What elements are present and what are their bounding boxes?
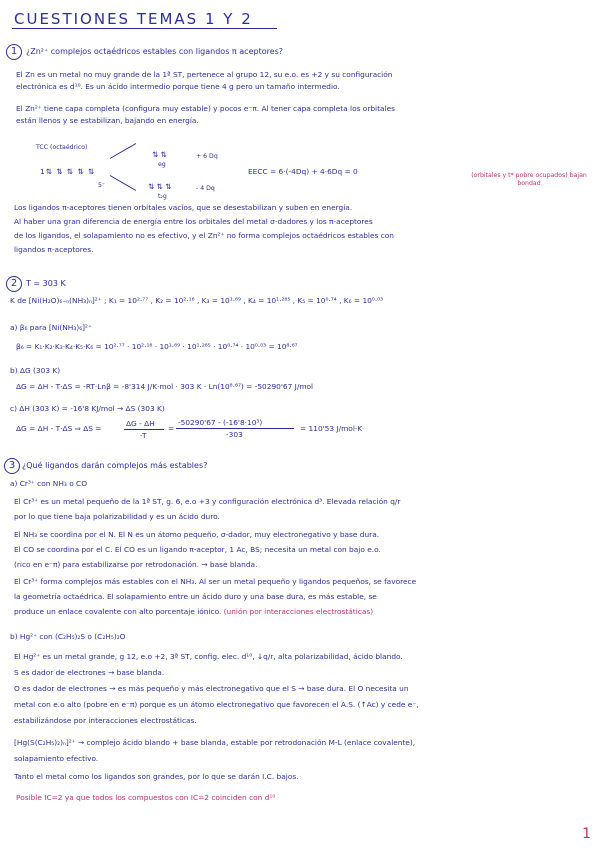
tcc-label: TCC (octaédrico) [36,144,88,151]
q3-b-line-3: O es dador de electrones → es más pequeño y más electronegativo que el S → base dura. El O necesita un [14,684,409,693]
plus-dq-label: + 6 Dq [196,153,218,160]
q3-a-line-8 [14,607,373,616]
q3-a-line-5: (rico en e⁻π) para estabilizarse por retrodonación. → base blanda. [14,560,258,569]
q3-a-line-8-text: produce un enlace covalente con alto porcentaje iónico. [14,607,222,616]
q1-after-3: de los ligandos, el solapamiento no es efectivo, y el Zn²⁺ no forma complejos octaédricos estables con [14,231,394,240]
q3-b-line-2: S es dador de electrones → base blanda. [14,668,165,677]
q2-c-label: c) ΔH (303 K) = -16'8 KJ/mol → ΔS (303 K) [10,404,165,413]
q1-after-2: Al haber una gran diferencia de energía entre los orbitales del metal σ-dadores y los π-aceptores [14,217,373,226]
minus-dq-label: - 4 Dq [196,185,215,192]
q3-a-line-2: por lo que tiene baja polarizabilidad y es un ácido duro. [14,512,220,521]
eecc-equation: EECC = 6·(-4Dq) + 4·6Dq = 0 [248,167,358,176]
q2-c-equation-left: ΔG = ΔH - T·ΔS ⇒ ΔS = [16,424,102,433]
q2-c-mid-num: -50290'67 - (-16'8·10³) [178,418,263,427]
q2-c-equals: = [168,424,175,433]
q2-a-equation: β₆ = K₁·K₂·K₃·K₄·K₅·K₆ = 10²·⁷⁷ · 10²·¹⁶ · 10¹·⁶⁹ · 10¹·²⁸⁵ · 10⁰·⁷⁴ · 10⁰·⁰³ = 10⁸·⁶⁷ [16,342,298,351]
d-orbitals-arrows: 1⇅ ⇅ ⇅ ⇅ ⇅ [40,167,96,176]
question-3-text: ¿Qué ligandos darán complejos más estables? [22,461,208,470]
t2g-label: t₂g [158,193,167,200]
eg-label: eg [158,161,166,168]
q3-a-line-1: El Cr³⁺ es un metal pequeño de la 1ª ST, g. 6, e.o +3 y configuración electrónica d³. Elevada relación q/r [14,497,401,506]
q3-a-line-7: la geometría octaédrica. El solapamiento entre un ácido duro y una base dura, es más estable, se [14,592,377,601]
q2-a-label: a) β₆ para [Ni(NH₃)₆]²⁺ [10,323,92,332]
question-2-number: 2 [6,276,22,292]
q3-b-line-8: Tanto el metal como los ligandos son grandes, por lo que se darán I.C. bajos. [14,772,299,781]
q3-a-line-6: El Cr³⁺ forma complejos más estables con el NH₃. Al ser un metal pequeño y ligandos pequeños, se favorece [14,577,417,586]
eg-arrows: ⇅ ⇅ [152,150,167,159]
q3-b-line-1: El Hg²⁺ es un metal grande, g 12, e.o +2, 3ª ST, config. elec. d¹⁰, ↓q/r, alta polarizabilidad, ácido blando. [14,652,403,661]
q1-after-1: Los ligandos π-aceptores tienen orbitales vacíos, que se desestabilizan y suben en energía. [14,203,353,212]
q3-a-label: a) Cr³⁺ con NH₃ o CO [10,479,88,488]
question-1-text: ¿Zn²⁺ complejos octaédricos estables con ligandos π aceptores? [26,47,284,56]
q2-c-fraction-num: ΔG - ΔH [126,419,155,428]
page-number: 1 [582,826,591,842]
page-title: CUESTIONES TEMAS 1 Y 2 [14,10,253,28]
q3-b-label: b) Hg²⁺ con (C₂H₅)₂S o (C₂H₅)₂O [10,632,126,641]
q1-line-3: El Zn²⁺ tiene capa completa (configura muy estable) y pocos e⁻π. Al tener capa completa los orbitales [16,104,395,113]
q3-a-line-8-note: (unión por interacciones electrostáticas) [221,607,374,616]
q2-c-result: = 110'53 J/mol·K [300,424,363,433]
d-orbitals-label: 5⁻ [98,182,106,189]
q2-constants: K de [Ni(H₂O)₆₋ₙ(NH₃)ₙ]²⁺ ; K₁ = 10²·⁷⁷ , K₂ = 10²·¹⁶ , K₃ = 10¹·⁶⁹ , K₄ = 10¹·²⁸⁵ , K₅ = 10⁰·⁷⁴ , K₆ = 10⁰·⁰³ [10,296,384,305]
question-3-number: 3 [4,458,20,474]
q2-c-mid-den: -303 [226,430,243,439]
q3-b-line-6: [Hg(S(C₂H₅)₂)ₙ]²⁺ → complejo ácido blando + base blanda, estable por retrodonación M-L (enlace covalente), [14,738,416,747]
q1-line-2: electrónica es d¹⁰. Es un ácido intermedio porque tiene 4 g pero un tamaño intermedio. [16,82,340,91]
final-note: Posible IC=2 ya que todos los compuestos con IC=2 coinciden con d¹⁰ [16,793,276,802]
q2-c-fraction-den: -T [140,431,147,440]
q2-c-mid-bar [176,428,294,429]
q1-line-1: El Zn es un metal no muy grande de la 1ª ST, pertenece al grupo 12, su e.o. es +2 y su configuración [16,70,393,79]
split-line-up [110,143,136,159]
q1-after-4: ligandos π-aceptores. [14,245,94,254]
q3-b-line-4: metal con e.o alto (pobre en e⁻π) porque es un átomo electronegativo que favorecen el A.S. (↑Ac) y cede e⁻, [14,700,419,709]
split-line-down [110,175,136,191]
q2-b-label: b) ΔG (303 K) [10,366,61,375]
t2g-arrows: ⇅ ⇅ ⇅ [148,182,172,191]
margin-note: (orbitales y t* pobre ocupados) bajan bondad [471,172,587,187]
q3-a-line-4: El CO se coordina por el C. El CO es un ligando π-aceptor, 1 Ac, BS; necesita un metal con bajo e.o. [14,545,381,554]
q3-b-line-5: estabilizándose por interacciones electrostáticas. [14,716,197,725]
q2-temperature: T = 303 K [26,279,66,288]
title-underline [12,28,277,29]
q3-a-line-3: El NH₃ se coordina por el N. El N es un átomo pequeño, σ-dador, muy electronegativo y base dura. [14,530,380,539]
q2-c-fraction-bar [124,429,164,430]
q2-b-equation: ΔG = ΔH - T·ΔS = -RT·Lnβ = -8'314 J/K·mol · 303 K · Ln(10⁸·⁶⁷) = -50290'67 J/mol [16,382,314,391]
q3-b-line-7: solapamiento efectivo. [14,754,99,763]
q1-line-4: están llenos y se estabilizan, bajando en energía. [16,116,199,125]
question-1-number: 1 [6,44,22,60]
